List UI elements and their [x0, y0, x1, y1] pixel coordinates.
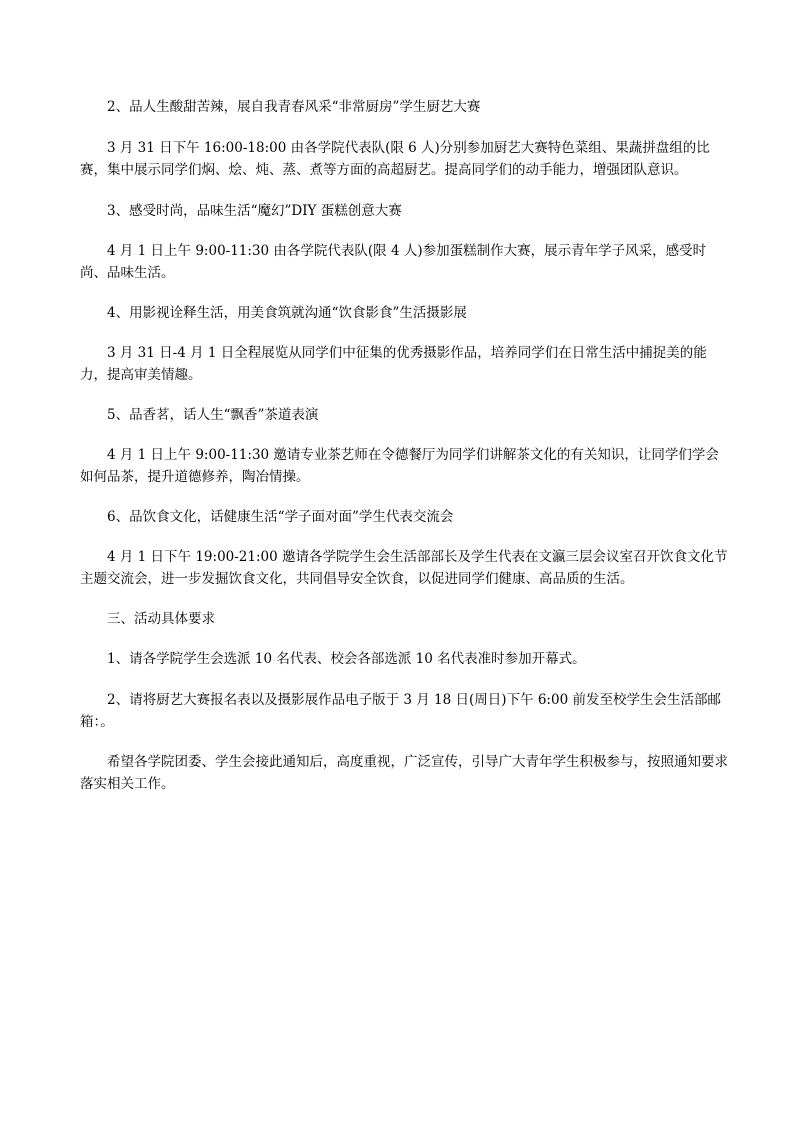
body-paragraph: 4 月 1 日上午 9:00-11:30 邀请专业茶艺师在令德餐厅为同学们讲解茶文化的有关知识，让同学们学会如何品茶，提升道德修养，陶冶情操。: [80, 447, 719, 485]
requirement-item: 1、请各学院学生会选派 10 名代表、校会各部选派 10 名代表准时参加开幕式。: [107, 651, 586, 667]
section-heading: 2、品人生酸甜苦辣，展自我青春风采“非常厨房”学生厨艺大赛: [107, 99, 481, 115]
closing-paragraph: 希望各学院团委、学生会接此通知后，高度重视，广泛宣传，引导广大青年学生积极参与，按照通知要求落实相关工作。: [80, 754, 728, 792]
body-paragraph: 4 月 1 日下午 19:00-21:00 邀请各学院学生会生活部部长及学生代表在文瀛三层会议室召开饮食文化节主题交流会，进一步发掘饮食文化，共同倡导安全饮食，以促进同学们健康、高品质的生活。: [80, 549, 728, 587]
section-heading: 3、感受时尚，品味生活“魔幻”DIY 蛋糕创意大赛: [107, 203, 402, 219]
section-heading: 4、用影视诠释生活，用美食筑就沟通“饮食影食”生活摄影展: [107, 305, 467, 321]
requirement-item: 2、请将厨艺大赛报名表以及摄影展作品电子版于 3 月 18 日(周日)下午 6:00 前发至校学生会生活部邮箱：。: [80, 692, 721, 730]
section-heading: 6、品饮食文化，话健康生活“学子面对面”学生代表交流会: [107, 509, 454, 525]
body-paragraph: 3 月 31 日下午 16:00-18:00 由各学院代表队(限 6 人)分别参加厨艺大赛特色菜组、果蔬拼盘组的比赛，集中展示同学们焖、烩、炖、蒸、煮等方面的高超厨艺。提高同学们的动手能力，增强团队意识。: [80, 140, 710, 178]
body-paragraph: 4 月 1 日上午 9:00-11:30 由各学院代表队(限 4 人)参加蛋糕制作大赛，展示青年学子风采，感受时尚、品味生活。: [80, 243, 707, 281]
body-paragraph: 3 月 31 日-4 月 1 日全程展览从同学们中征集的优秀摄影作品，培养同学们在日常生活中捕捉美的能力，提高审美情趣。: [80, 345, 707, 383]
section-heading: 5、品香茗，话人生“飘香”茶道表演: [107, 407, 319, 423]
section-heading: 三、活动具体要求: [107, 611, 215, 627]
